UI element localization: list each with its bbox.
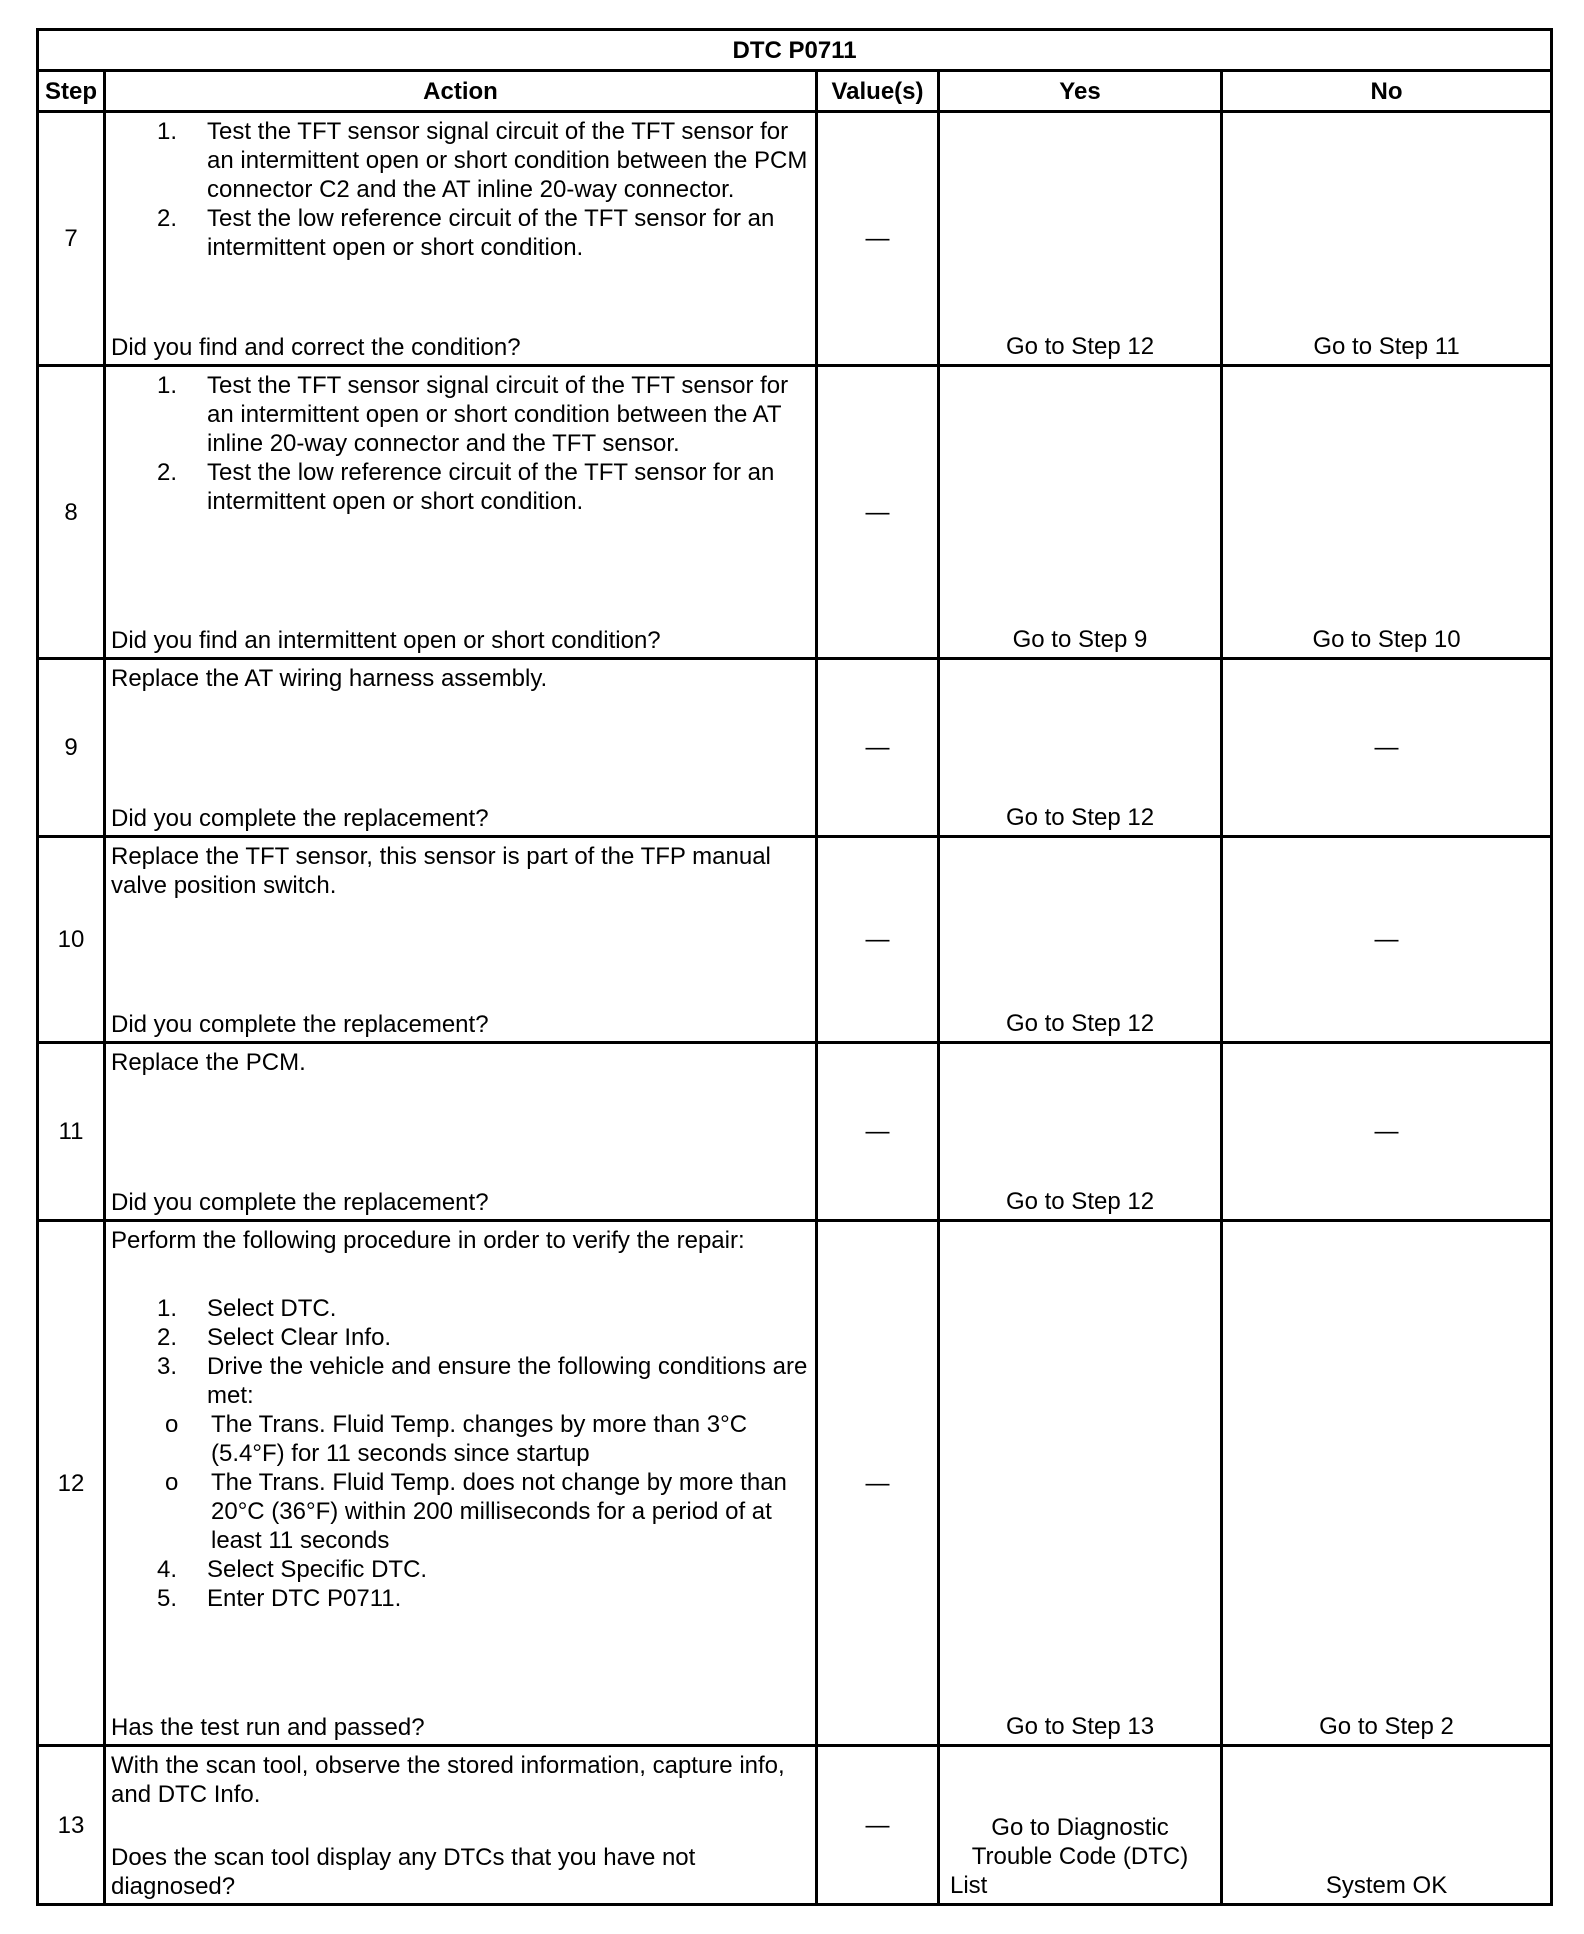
dtc-table (36, 28, 1553, 1906)
value-cell: — (817, 837, 939, 1043)
action-cell (105, 112, 817, 366)
no-cell: Go to Step 10 (1222, 366, 1552, 659)
action-intro: Replace the PCM. (111, 1049, 306, 1076)
action-cell (105, 1746, 817, 1905)
step-number: 11 (38, 1043, 105, 1221)
no-cell: Go to Step 2 (1222, 1221, 1552, 1746)
action-question: Has the test run and passed? (111, 1714, 425, 1741)
yes-line: Go to Diagnostic (991, 1814, 1169, 1841)
list-item: 1. Test the TFT sensor signal circuit of the TFT sensor for an intermittent open or short condition between the AT inline 20-way connector and the TFT sensor. (157, 372, 789, 457)
yes-cell: Go to Step 12 (939, 1043, 1222, 1221)
value-cell: — (817, 1043, 939, 1221)
action-question: Did you complete the replacement? (111, 1189, 489, 1216)
value-cell: — (817, 659, 939, 837)
yes-line: Trouble Code (DTC) (971, 1843, 1189, 1870)
action-intro: Replace the TFT sensor, this sensor is part of the TFP manual valve position switch. (111, 843, 771, 899)
header-action: Action (105, 71, 817, 112)
action-question: Did you complete the replacement? (111, 1011, 489, 1038)
yes-cell: Go to Step 12 (939, 837, 1222, 1043)
list-item: 2. Select Clear Info. (157, 1324, 392, 1351)
yes-cell: Go to Step 12 (939, 112, 1222, 366)
table-title: DTC P0711 (38, 30, 1552, 71)
step-number: 9 (38, 659, 105, 837)
header-step: Step (38, 71, 105, 112)
step-number: 12 (38, 1221, 105, 1746)
step-number: 7 (38, 112, 105, 366)
no-cell: Go to Step 11 (1222, 112, 1552, 366)
action-cell (105, 837, 817, 1043)
action-cell (105, 659, 817, 837)
table-row (38, 659, 1552, 837)
list-item: 1. Select DTC. (157, 1295, 337, 1322)
header-row (38, 71, 1552, 112)
yes-cell (939, 1746, 1222, 1905)
list-item: 1. Test the TFT sensor signal circuit of the TFT sensor for an intermittent open or short condition between the PCM connector C2 and the AT inline 20-way connector. (157, 118, 808, 203)
yes-cell: Go to Step 13 (939, 1221, 1222, 1746)
value-cell: — (817, 112, 939, 366)
action-intro: Perform the following procedure in order to verify the repair: (111, 1227, 745, 1254)
step-number: 13 (38, 1746, 105, 1905)
action-question: Did you find an intermittent open or short condition? (111, 627, 661, 654)
action-question: Did you find and correct the condition? (111, 334, 521, 361)
no-cell: — (1222, 837, 1552, 1043)
header-values: Value(s) (817, 71, 939, 112)
value-cell: — (817, 366, 939, 659)
action-list (111, 1294, 811, 1613)
action-cell (105, 1221, 817, 1746)
header-no: No (1222, 71, 1552, 112)
action-question: Does the scan tool display any DTCs that you have not diagnosed? (111, 1844, 696, 1900)
table-row (38, 1043, 1552, 1221)
action-cell (105, 1043, 817, 1221)
yes-cell: Go to Step 9 (939, 366, 1222, 659)
list-item: 2. Test the low reference circuit of the TFT sensor for an intermittent open or short condition. (157, 205, 775, 261)
list-item: 2. Test the low reference circuit of the TFT sensor for an intermittent open or short condition. (157, 459, 775, 515)
list-item: 3. Drive the vehicle and ensure the following conditions are met: o The Trans. Fluid Temp. changes by more than 3°C (5.4°F) for 11 seconds since startup o The Trans. Fluid Temp. does not change by more than 20°C (36°F) within 200 milliseconds for a period of at least 11 seconds (207, 1352, 811, 1555)
action-list (111, 117, 811, 262)
list-item: 5. Enter DTC P0711. (157, 1585, 402, 1612)
list-item: 4. Select Specific DTC. (157, 1556, 428, 1583)
sub-list-item: o The Trans. Fluid Temp. does not change by more than 20°C (36°F) within 200 milliseconds for a period of at least 11 seconds (165, 1469, 787, 1554)
no-cell: — (1222, 659, 1552, 837)
value-cell: — (817, 1221, 939, 1746)
table-row (38, 837, 1552, 1043)
step-number: 10 (38, 837, 105, 1043)
table-row (38, 1221, 1552, 1746)
header-yes: Yes (939, 71, 1222, 112)
yes-line: List (950, 1872, 988, 1899)
action-list (111, 371, 811, 516)
yes-cell: Go to Step 12 (939, 659, 1222, 837)
no-cell: System OK (1222, 1746, 1552, 1905)
action-question: Did you complete the replacement? (111, 805, 489, 832)
step-number: 8 (38, 366, 105, 659)
value-cell: — (817, 1746, 939, 1905)
action-intro: Replace the AT wiring harness assembly. (111, 665, 548, 692)
table-row (38, 1746, 1552, 1905)
table-row (38, 366, 1552, 659)
action-cell (105, 366, 817, 659)
no-cell: — (1222, 1043, 1552, 1221)
table-row (38, 112, 1552, 366)
action-intro: With the scan tool, observe the stored information, capture info, and DTC Info. (111, 1752, 785, 1808)
sub-list (111, 1410, 811, 1555)
sub-list-item: o The Trans. Fluid Temp. changes by more than 3°C (5.4°F) for 11 seconds since startup (165, 1411, 748, 1467)
